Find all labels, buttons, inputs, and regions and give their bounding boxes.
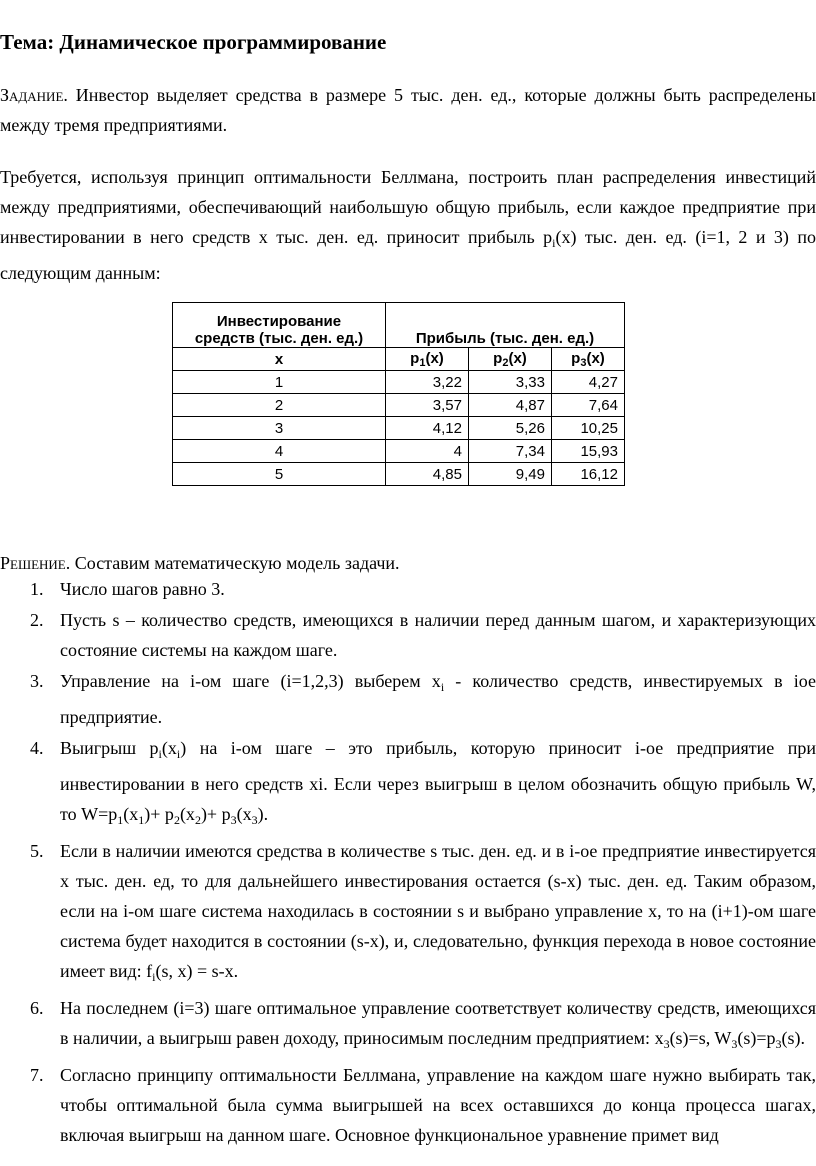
step-text: ). [257, 804, 269, 824]
col-p2-base: p [493, 349, 503, 367]
col-p3-sub: 3 [580, 356, 587, 369]
step-sub: 2 [173, 813, 180, 827]
step-text: (s). [781, 1028, 806, 1048]
profit-table [172, 302, 625, 486]
cell-x: 5 [173, 463, 386, 486]
step-number: 1. [30, 579, 44, 599]
cell-p2: 5,26 [469, 417, 552, 440]
step-sub: i [158, 747, 162, 761]
cell-p2: 9,49 [469, 463, 552, 486]
task-paragraph [0, 80, 816, 140]
list-item [0, 666, 816, 732]
cell-p1: 3,22 [386, 371, 469, 394]
requirement-sub: i [552, 236, 556, 250]
step-text: ) на i-ом шаге – это прибыль, которую приносит i-ое предприятие при инвестировании в него средств xi. Если через выигрыш в целом обозначить общую прибыль W, то W=p [60, 738, 816, 824]
cell-p2: 4,87 [469, 394, 552, 417]
step-text: (s)=s, W [669, 1028, 732, 1048]
step-text: (x [161, 738, 177, 758]
cell-x: 3 [173, 417, 386, 440]
header-invest-line2: средств (тыс. ден. ед.) [194, 330, 364, 347]
cell-p1: 4,85 [386, 463, 469, 486]
col-p1-sub: 1 [419, 356, 426, 369]
list-item [0, 733, 816, 835]
step-sub: 1 [138, 813, 145, 827]
step-sub: i [176, 747, 181, 761]
step-text: Согласно принципу оптимальности Беллмана, управление на каждом шаге нужно выбирать так, чтобы оптимальной была сумма выигрышей на всех оставшихся до конца процесса шагах, включая выигрыш на данном шаге. Основное функциональное уравнение примет вид [60, 1065, 816, 1145]
cell-x: 2 [173, 394, 386, 417]
step-sub: 1 [117, 813, 124, 827]
step-text: Выигрыш p [60, 738, 159, 758]
step-text: Число шагов равно 3. [60, 579, 225, 599]
cell-p2: 3,33 [469, 371, 552, 394]
table-row [173, 417, 625, 440]
col-p1 [386, 348, 469, 371]
step-text: Если в наличии имеются средства в количестве s тыс. ден. ед. и в i-ое предприятие инвестируется x тыс. ден. ед, то для дальнейшего инвестирования остается (s-x) тыс. ден. ед. Таким образом, если на i-ом шаге система находилась в состоянии s и выбрано управление x, то на (i+1)-ом шаге система будет находится в состоянии (s-x), и, следовательно, функция перехода в новое состояние имеет вид: f [60, 841, 816, 981]
requirement-text-2: (x) тыс. ден. ед. (i=1, 2 и 3) по следующим данным: [0, 227, 816, 283]
cell-p3: 4,27 [552, 371, 625, 394]
step-sub: 2 [194, 813, 201, 827]
col-p2-arg: (x) [508, 349, 527, 367]
step-sub: i [152, 970, 156, 984]
col-p2 [469, 348, 552, 371]
step-text: (x [123, 804, 139, 824]
cell-p1: 3,57 [386, 394, 469, 417]
cell-x: 4 [173, 440, 386, 463]
step-sub: 3 [775, 1037, 782, 1051]
step-text: )+ p [200, 804, 231, 824]
step-number: 7. [30, 1065, 44, 1085]
col-p3-arg: (x) [586, 349, 605, 367]
cell-p1: 4 [386, 440, 469, 463]
step-text: (s)=p [737, 1028, 776, 1048]
col-p3-base: p [571, 349, 581, 367]
page-title: Тема: Динамическое программирование [0, 30, 387, 54]
col-p2-sub: 2 [502, 356, 509, 369]
requirement-text-1: Требуется, используя принцип оптимальности Беллмана, построить план распределения инвестиций между предприятиями, обеспечивающий наибольшую общую прибыль, если каждое предприятие при инвестировании в него средств x тыс. ден. ед. приносит прибыль p [0, 167, 816, 247]
table-row [173, 371, 625, 394]
step-text: - количество средств, инвестируемых в iое предприятие. [60, 671, 816, 727]
step-text: Пусть s – количество средств, имеющихся в наличии перед данным шагом, и характеризующих состояние системы на каждом шаге. [60, 610, 816, 660]
task-label: Задание [0, 85, 64, 105]
step-number: 6. [30, 998, 44, 1018]
step-text: На последнем (i=3) шаге оптимальное управление соответствует количеству средств, имеющихся в наличии, а выигрыш равен доходу, приносимым последним предприятием: x [60, 998, 816, 1048]
table-row [173, 394, 625, 417]
cell-p2: 7,34 [469, 440, 552, 463]
cell-x: 1 [173, 371, 386, 394]
table-row [173, 463, 625, 486]
step-number: 3. [30, 671, 44, 691]
step-number: 4. [30, 738, 44, 758]
col-p1-arg: (x) [425, 349, 444, 367]
list-item [0, 574, 816, 604]
cell-p3: 10,25 [552, 417, 625, 440]
list-item [0, 605, 816, 665]
step-text: (s, x) = s-x. [155, 961, 239, 981]
solution-text: . Составим математическую модель задачи. [65, 553, 400, 573]
solution-label: Решение [0, 553, 66, 573]
header-profit-text: Прибыль (тыс. ден. ед.) [415, 330, 595, 347]
cell-p3: 15,93 [552, 440, 625, 463]
task-text: . Инвестор выделяет средства в размере 5 тыс. ден. ед., которые должны быть распределены между тремя предприятиями. [0, 85, 816, 135]
list-item [0, 1060, 816, 1150]
list-item [0, 836, 816, 992]
step-text: (x [179, 804, 195, 824]
solution-steps [0, 574, 816, 1151]
header-invest [173, 303, 386, 348]
step-sub: i [440, 680, 445, 694]
col-x: x [173, 348, 386, 371]
header-profit [386, 303, 625, 348]
cell-p3: 16,12 [552, 463, 625, 486]
step-sub: 3 [251, 813, 258, 827]
col-p1-base: p [410, 349, 420, 367]
step-sub: 3 [230, 813, 237, 827]
step-text: )+ p [144, 804, 174, 824]
header-invest-line1: Инвестирование [216, 313, 342, 330]
col-p3 [552, 348, 625, 371]
list-item [0, 993, 816, 1059]
step-number: 2. [30, 610, 44, 630]
step-sub: 3 [663, 1037, 670, 1051]
cell-p1: 4,12 [386, 417, 469, 440]
step-text: (x [236, 804, 252, 824]
requirement-paragraph [0, 162, 816, 288]
step-sub: 3 [731, 1037, 738, 1051]
step-text: Управление на i-ом шаге (i=1,2,3) выберем x [60, 671, 441, 691]
step-number: 5. [30, 841, 44, 861]
table-row [173, 440, 625, 463]
cell-p3: 7,64 [552, 394, 625, 417]
